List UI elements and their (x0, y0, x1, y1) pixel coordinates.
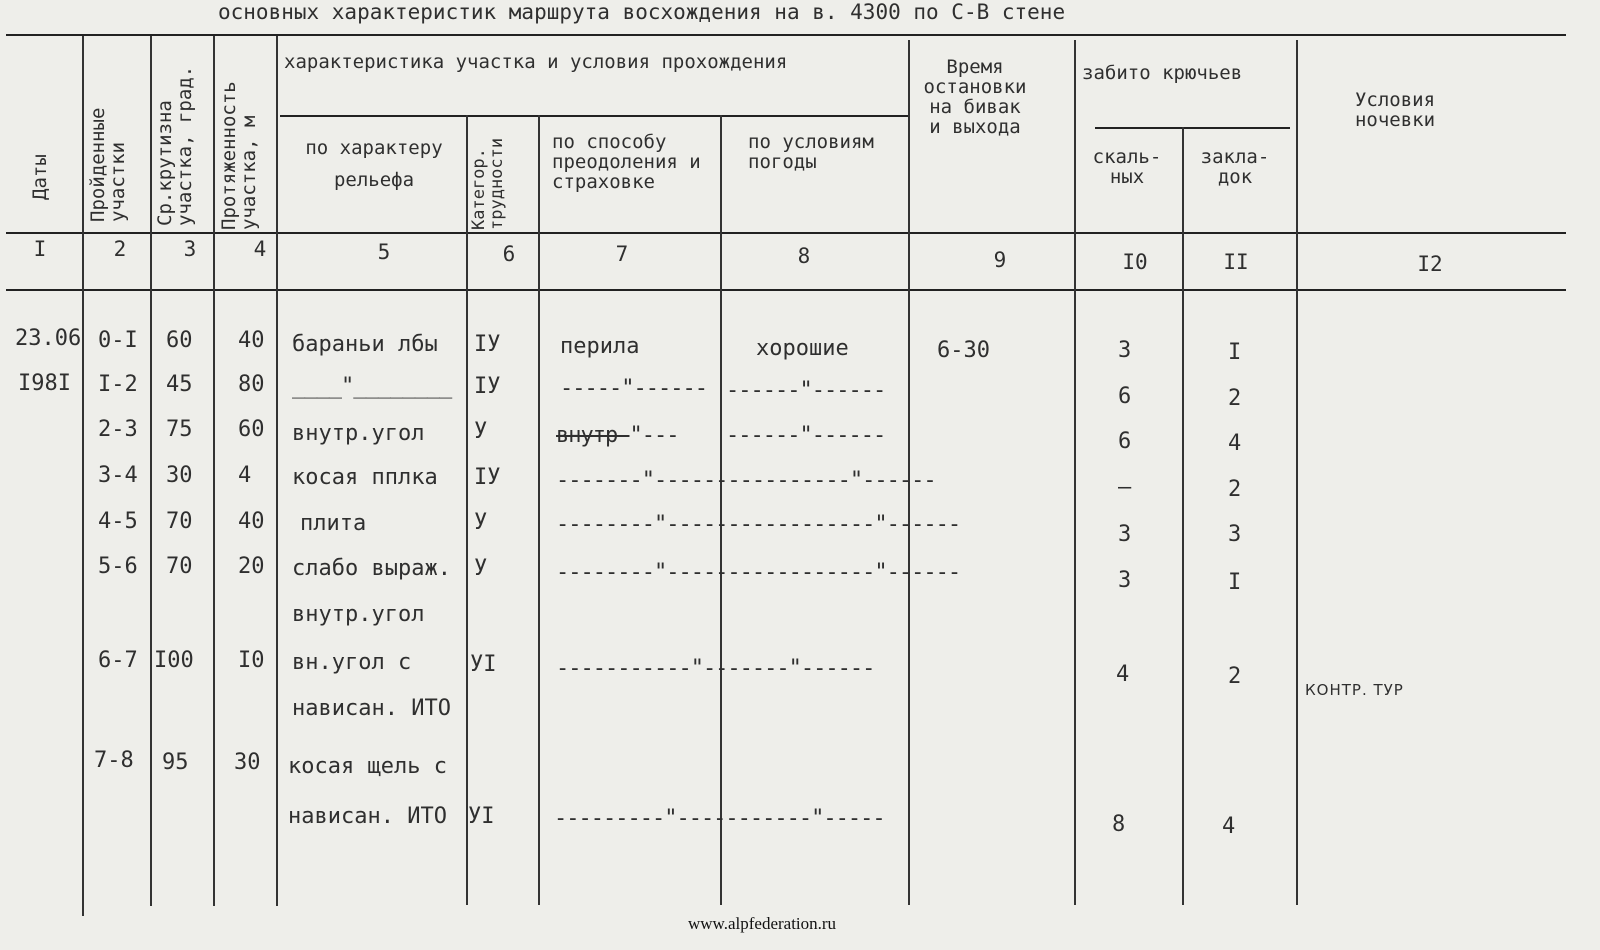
cell-relief-cont: нависан. ИТО (292, 696, 451, 721)
cell-relief: внутр.угол (292, 421, 425, 446)
date-year: I98I (18, 371, 71, 396)
col-divider-7 (720, 115, 722, 905)
col-divider-10 (1182, 127, 1184, 905)
col-divider-9 (1074, 40, 1076, 905)
cell-slope: I00 (154, 648, 194, 673)
col-number: 8 (797, 244, 811, 268)
cell-method: ---------"-----------"----- (554, 806, 885, 831)
cell-slope: 45 (166, 372, 193, 397)
cell-chocks: 4 (1228, 431, 1242, 456)
col-number: 2 (113, 237, 127, 261)
cell-section: 7-8 (94, 748, 134, 773)
subheader-rule (280, 115, 910, 117)
cell-method: перила (560, 334, 640, 359)
cell-relief-cont: внутр.угол (292, 602, 425, 627)
cell-section: 5-6 (98, 554, 138, 579)
cell-section: 3-4 (98, 463, 138, 488)
cell-slope: 75 (166, 417, 193, 442)
cell-chocks: 4 (1222, 814, 1236, 839)
cell-chocks: 2 (1228, 386, 1242, 411)
cell-length: 60 (238, 417, 265, 442)
col-number: 6 (502, 242, 516, 266)
cell-category: У (474, 510, 488, 535)
col-number: I0 (1122, 250, 1148, 274)
cell-slope: 70 (166, 554, 193, 579)
header-night: Условия ночевки (1354, 89, 1436, 131)
cell-relief: плита (300, 511, 367, 536)
cell-chocks: 2 (1228, 664, 1242, 689)
header-characteristic: характеристика участка и условия прохождения (284, 51, 788, 73)
cell-category: У (474, 556, 488, 581)
cell-section: 4-5 (98, 509, 138, 534)
cell-chocks: 2 (1228, 477, 1242, 502)
cell-length: 30 (234, 750, 261, 775)
header-method: по способу преодоления и страховке (552, 131, 701, 193)
cell-chocks: I (1228, 570, 1242, 595)
header-bottom-rule (6, 232, 1566, 234)
header-chocks: закла- док (1200, 146, 1270, 188)
col-divider-11 (1296, 40, 1298, 905)
cell-chocks: I (1228, 340, 1242, 365)
cell-slope: 30 (166, 463, 193, 488)
col-divider-2 (150, 36, 152, 906)
cell-rock: 6 (1118, 429, 1132, 454)
cell-relief: косая пплка (292, 465, 438, 490)
cell-weather: хорошие (756, 336, 849, 361)
col-number: 9 (993, 248, 1007, 272)
date-day: 23.06 (15, 326, 82, 351)
numbers-bottom-rule (6, 289, 1566, 291)
header-sections: Пройденные участки (87, 107, 129, 222)
cell-method: -----"------ (560, 376, 707, 401)
header-weather: по условиям погоды (748, 131, 874, 173)
cell-length: 4 (238, 463, 252, 488)
col-number: 7 (615, 242, 629, 266)
cell-slope: 70 (166, 509, 193, 534)
cell-section: 6-7 (98, 648, 138, 673)
document-title: основных характеристик маршрута восхождения на в. 4300 по С-В стене (218, 0, 1066, 24)
header-relief: по характеру рельефа (305, 137, 443, 191)
cell-rock: 4 (1116, 662, 1130, 687)
cell-category: УI (470, 652, 497, 677)
cell-method: -------"----------------"------ (556, 468, 936, 493)
cell-relief-cont: нависан. ИТО (288, 804, 447, 829)
header-slope: Ср.крутизна участка, град. (154, 65, 196, 226)
col-number: I (33, 237, 47, 261)
cell-rock: 8 (1112, 812, 1126, 837)
cell-section: I-2 (98, 372, 138, 397)
cell-method: внутр-"--- (556, 423, 679, 448)
cell-rock: – (1118, 475, 1132, 500)
header-pitons: забито крючьев (1082, 62, 1243, 84)
cell-length: 20 (238, 554, 265, 579)
source-footer: www.alpfederation.ru (688, 914, 837, 933)
col-divider-5 (466, 115, 468, 905)
cell-category: У (474, 419, 488, 444)
cell-relief: вн.угол с (292, 650, 412, 675)
cell-length: 40 (238, 328, 265, 353)
cell-relief: ____"________ (292, 374, 452, 399)
cell-length: 40 (238, 509, 265, 534)
cell-category: IУ (474, 332, 501, 357)
col-divider-3 (213, 36, 215, 906)
pitons-rule (1095, 127, 1290, 129)
cell-method: --------"-----------------"------ (556, 512, 961, 537)
cell-relief: слабо выраж. (292, 556, 451, 581)
col-number: II (1223, 250, 1249, 274)
header-date: Даты (29, 154, 51, 200)
col-divider-6 (538, 115, 540, 905)
cell-category: IУ (474, 374, 501, 399)
header-stop-time: Время остановки на бивак и выхода (923, 56, 1027, 138)
cell-length: 80 (238, 372, 265, 397)
cell-chocks: 3 (1228, 522, 1242, 547)
col-number: 4 (253, 237, 267, 261)
header-length: Протяженность участка, м (218, 81, 260, 230)
cell-slope: 60 (166, 328, 193, 353)
col-number: 5 (377, 240, 391, 264)
cell-weather: ------"------ (726, 378, 886, 403)
cell-relief: косая щель с (288, 754, 447, 779)
cell-relief: бараньи лбы (292, 332, 438, 357)
cell-section: 2-3 (98, 417, 138, 442)
col-divider-1 (82, 36, 84, 916)
header-rock: скаль- ных (1092, 146, 1162, 188)
col-number: I2 (1417, 252, 1443, 276)
cell-method: --------"-----------------"------ (556, 560, 961, 585)
cell-length: I0 (238, 648, 265, 673)
cell-rock: 3 (1118, 522, 1132, 547)
cell-rock: 3 (1118, 568, 1132, 593)
cell-night: КОНТР. ТУР (1305, 681, 1404, 699)
col-divider-4 (276, 36, 278, 906)
cell-category: УI (468, 804, 495, 829)
col-number: 3 (183, 237, 197, 261)
cell-rock: 6 (1118, 384, 1132, 409)
cell-section: 0-I (98, 328, 138, 353)
header-category: Категор. трудности (469, 137, 507, 230)
cell-time: 6-30 (937, 338, 990, 363)
cell-rock: 3 (1118, 338, 1132, 363)
cell-weather: ------"------ (726, 423, 886, 448)
cell-method: -----------"-------"------ (556, 656, 875, 681)
cell-slope: 95 (162, 750, 189, 775)
cell-category: IУ (474, 465, 501, 490)
